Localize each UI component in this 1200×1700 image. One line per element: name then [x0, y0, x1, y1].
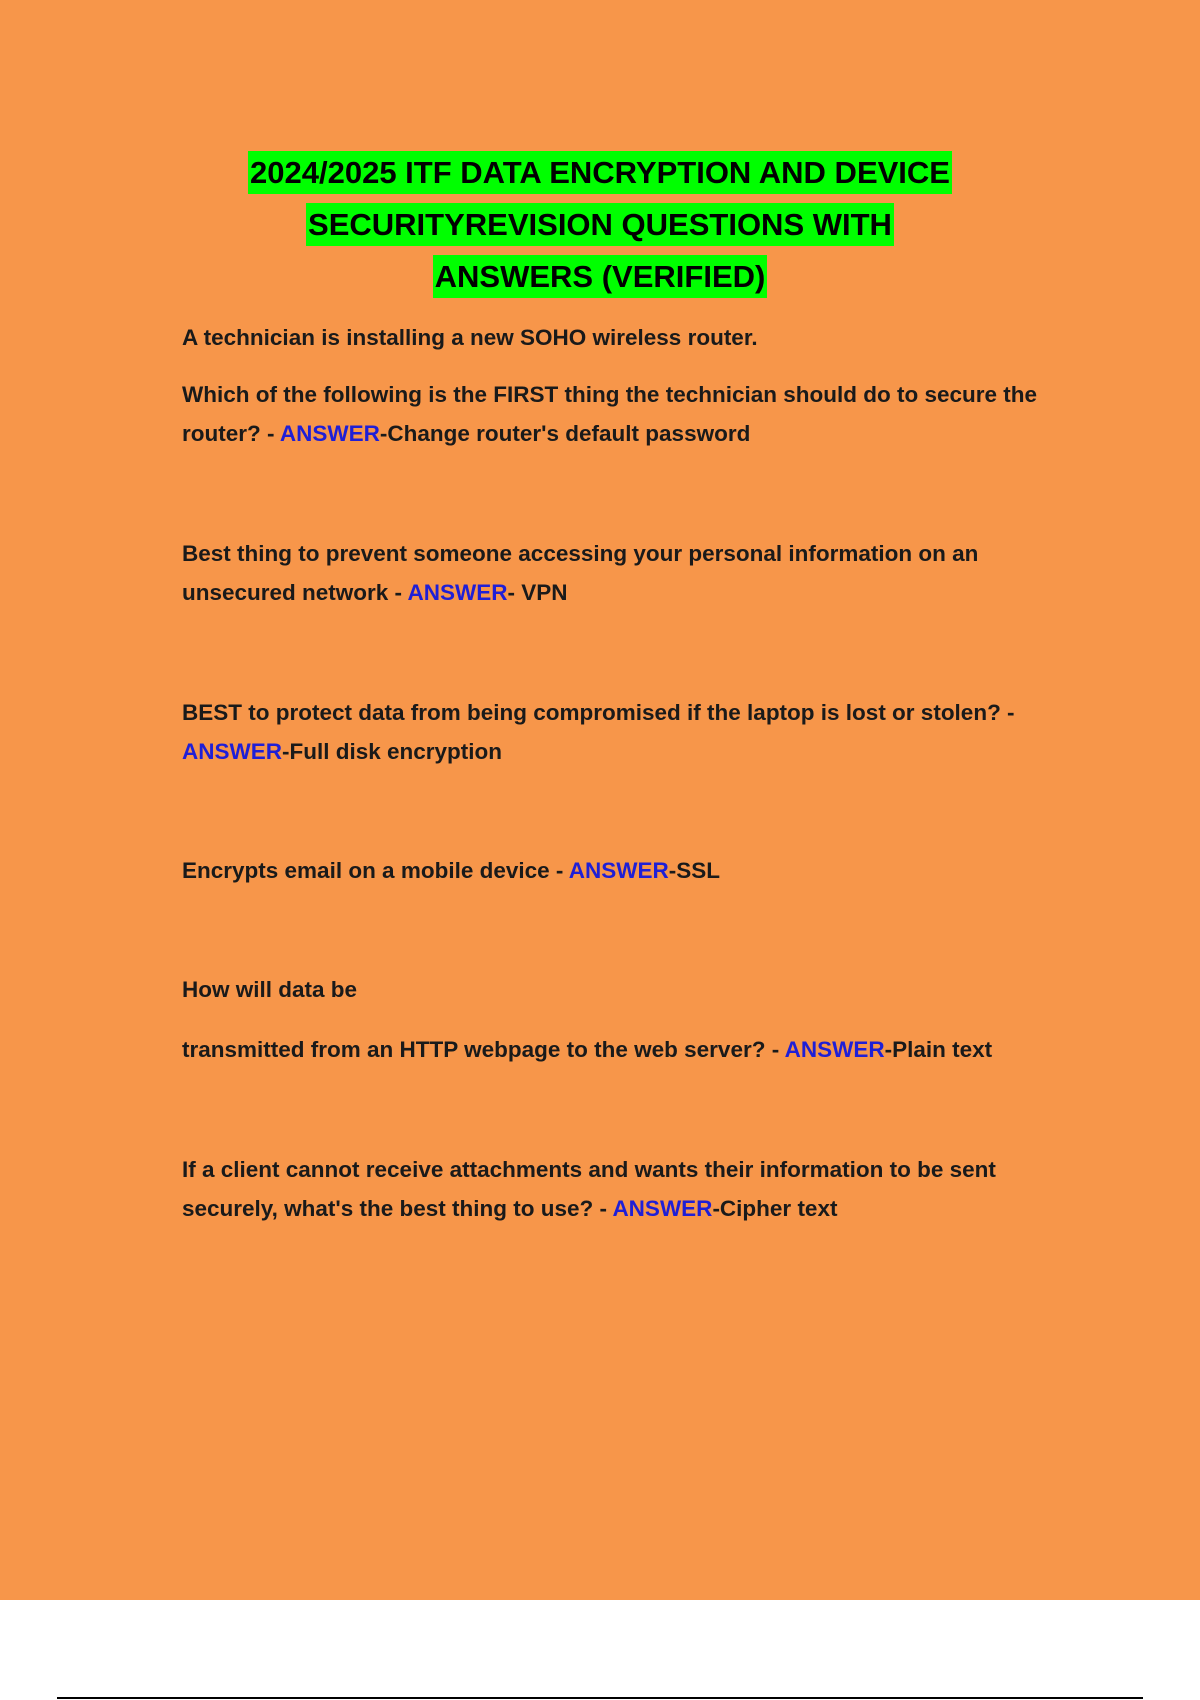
- question-answer-item: [182, 851, 1062, 890]
- answer-label: ANSWER: [568, 858, 669, 883]
- answer-label: ANSWER: [612, 1196, 713, 1221]
- question-text: BEST to protect data from being compromised if the laptop is lost or stolen? -: [182, 700, 1015, 725]
- question-answer-item: [182, 534, 1062, 612]
- question-intro: How will data be: [182, 977, 358, 1002]
- question-answer-item: [182, 693, 1062, 771]
- answer-text: -SSL: [668, 858, 721, 883]
- answer-text: -Change router's default password: [379, 421, 751, 446]
- document-title: [0, 147, 1200, 303]
- question-text: transmitted from an HTTP webpage to the web server? -: [182, 1037, 785, 1062]
- qa-list: [182, 318, 1062, 1228]
- title-line: ANSWERS (VERIFIED): [433, 255, 768, 298]
- title-line: SECURITYREVISION QUESTIONS WITH: [306, 203, 894, 246]
- answer-label: ANSWER: [279, 421, 380, 446]
- question-text: Encrypts email on a mobile device -: [182, 858, 569, 883]
- answer-text: -Cipher text: [712, 1196, 838, 1221]
- question-text: Best thing to prevent someone accessing your personal information on an unsecured network -: [182, 541, 979, 605]
- question-text: If a client cannot receive attachments and wants their information to be sent securely, what's the best thing to use? -: [182, 1157, 996, 1221]
- answer-text: - VPN: [507, 580, 568, 605]
- answer-text: -Full disk encryption: [282, 739, 503, 764]
- answer-label: ANSWER: [407, 580, 508, 605]
- answer-label: ANSWER: [182, 739, 282, 764]
- question-text: Which of the following is the FIRST thing the technician should do to secure the router? -: [182, 382, 1037, 446]
- answer-text: -Plain text: [884, 1037, 993, 1062]
- question-answer-item: [182, 375, 1062, 453]
- answer-label: ANSWER: [784, 1037, 885, 1062]
- question-answer-item: [182, 1030, 1062, 1069]
- question-intro: A technician is installing a new SOHO wireless router.: [182, 325, 758, 350]
- footer-divider: [57, 1697, 1143, 1699]
- title-line: 2024/2025 ITF DATA ENCRYPTION AND DEVICE: [248, 151, 952, 194]
- question-answer-item: [182, 1150, 1062, 1228]
